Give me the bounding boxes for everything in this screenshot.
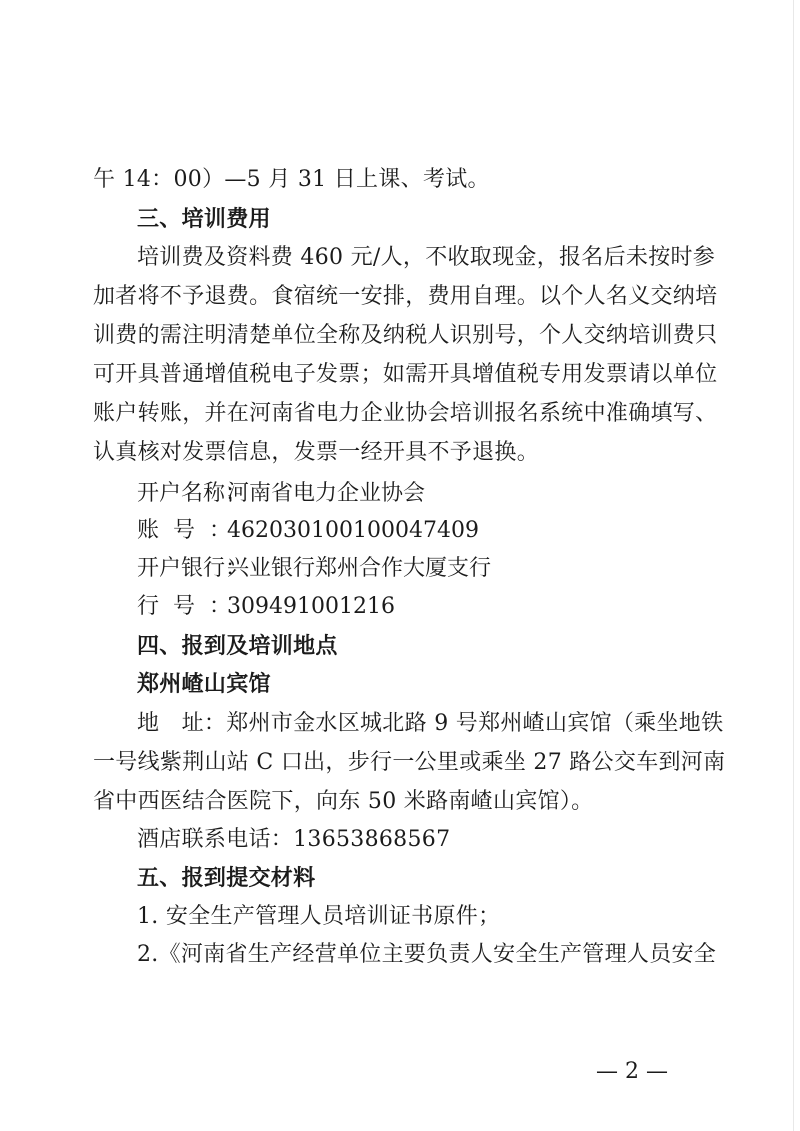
account-number-row xyxy=(137,517,479,545)
section-heading-materials: 五、报到提交材料 xyxy=(137,866,316,891)
bank-name-label: 开户银行： xyxy=(137,556,248,581)
account-name-label: 开户名称： xyxy=(137,481,248,506)
section-heading-venue: 四、报到及培训地点 xyxy=(137,634,338,659)
bank-number-row xyxy=(137,593,395,621)
body-line-schedule: 午 14：00）—5 月 31 日上课、考试。 xyxy=(93,167,490,192)
bank-name-value: 兴业银行郑州合作大厦支行 xyxy=(227,556,492,581)
scan-edge-line xyxy=(793,0,794,1131)
account-name-row xyxy=(137,480,425,508)
section-heading-training-fees: 三、培训费用 xyxy=(137,207,271,232)
address-line: 一号线紫荆山站 C 口出，步行一公里或乘坐 27 路公交车到河南 xyxy=(93,750,726,775)
address-line: 省中西医结合医院下，向东 50 米路南嵖山宾馆）。 xyxy=(93,789,594,814)
page-number: — 2 — xyxy=(596,1059,668,1084)
account-number-label: 账号： xyxy=(137,518,246,543)
bank-name-row xyxy=(137,555,491,583)
hotel-phone: 酒店联系电话：13653868567 xyxy=(137,827,451,852)
fee-line: 认真核对发票信息，发票一经开具不予退换。 xyxy=(93,440,540,465)
material-item: 1. 安全生产管理人员培训证书原件； xyxy=(137,904,501,929)
fee-line: 培训费及资料费 460 元/人，不收取现金，报名后未按时参 xyxy=(137,245,716,270)
bank-number-value: 309491001216 xyxy=(227,594,395,619)
fee-line: 可开具普通增值税电子发票；如需开具增值税专用发票请以单位 xyxy=(93,362,718,387)
fee-line: 账户转账，并在河南省电力企业协会培训报名系统中准确填写、 xyxy=(93,401,718,426)
bank-number-label: 行号： xyxy=(137,594,246,619)
account-number-value: 462030100100047409 xyxy=(227,518,479,543)
venue-name: 郑州嵖山宾馆 xyxy=(137,672,271,697)
fee-line: 加者将不予退费。食宿统一安排，费用自理。以个人名义交纳培 xyxy=(93,284,718,309)
address-line: 地 址：郑州市金水区城北路 9 号郑州嵖山宾馆（乘坐地铁 xyxy=(137,711,724,736)
material-item: 2.《河南省生产经营单位主要负责人安全生产管理人员安全 xyxy=(137,942,717,967)
account-name-value: 河南省电力企业协会 xyxy=(227,481,426,506)
fee-line: 训费的需注明清楚单位全称及纳税人识别号，个人交纳培训费只 xyxy=(93,323,718,348)
